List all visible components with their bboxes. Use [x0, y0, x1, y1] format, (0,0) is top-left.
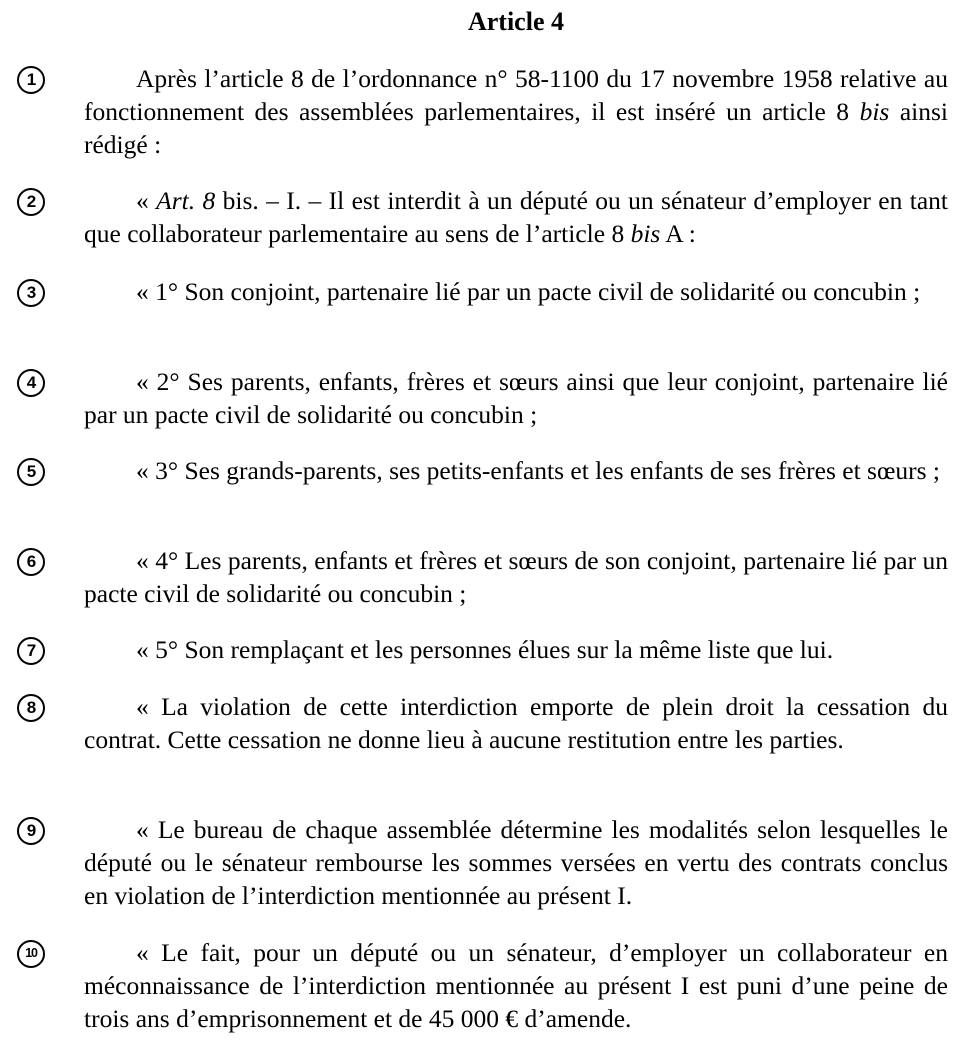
paragraph-10: « Le fait, pour un député ou un sénateur, d’employer un collaborateur en méconnaissance de l’interdiction mentionnée au présent I est puni d’une peine de trois ans d’emprisonnement et de 45 000 € d’amende. [84, 938, 948, 1033]
paragraph-4: « 2° Ses parents, enfants, frères et sœurs ainsi que leur conjoint, partenaire lié par un pacte civil de solidarité ou concubin ; [84, 367, 948, 429]
paragraph-number-8-marker: 8 [17, 694, 45, 722]
paragraph-3: « 1° Son conjoint, partenaire lié par un pacte civil de solidarité ou concubin ; [136, 277, 921, 306]
paragraph-1: Après l’article 8 de l’ordonnance n° 58-1100 du 17 novembre 1958 relative au fonctionnement des assemblées parlementaires, il est inséré un article 8 bis ainsi rédigé : [84, 64, 948, 159]
paragraph-number-6-marker: 6 [17, 548, 45, 576]
paragraph-number-5-marker: 5 [17, 458, 45, 486]
paragraph-number-10-marker: 10 [17, 940, 45, 968]
paragraph-number-4-marker: 4 [17, 369, 45, 397]
paragraph-6: « 4° Les parents, enfants et frères et sœurs de son conjoint, partenaire lié par un pacte civil de solidarité ou concubin ; [84, 546, 948, 608]
paragraph-5: « 3° Ses grands-parents, ses petits-enfants et les enfants de ses frères et sœurs ; [136, 456, 941, 485]
paragraph-9: « Le bureau de chaque assemblée détermine les modalités selon lesquelles le député ou le sénateur rembourse les sommes versées en vertu des contrats conclus en violation de l’interdiction mentionnée au présent I. [84, 815, 948, 910]
paragraph-number-1-marker: 1 [17, 66, 45, 94]
paragraph-number-2-marker: 2 [17, 188, 45, 216]
paragraph-number-3-marker: 3 [17, 279, 45, 307]
paragraph-number-7-marker: 7 [17, 637, 45, 665]
paragraph-2: « Art. 8 bis. – I. – Il est interdit à un député ou un sénateur d’employer en tant que collaborateur parlementaire au sens de l’article 8 bis A : [84, 186, 948, 248]
paragraph-7: « 5° Son remplaçant et les personnes élues sur la même liste que lui. [136, 635, 834, 664]
paragraph-8: « La violation de cette interdiction emporte de plein droit la cessation du contrat. Cette cessation ne donne lieu à aucune restitution entre les parties. [84, 692, 948, 754]
paragraph-number-9-marker: 9 [17, 817, 45, 845]
article-title: Article 4 [467, 7, 564, 36]
